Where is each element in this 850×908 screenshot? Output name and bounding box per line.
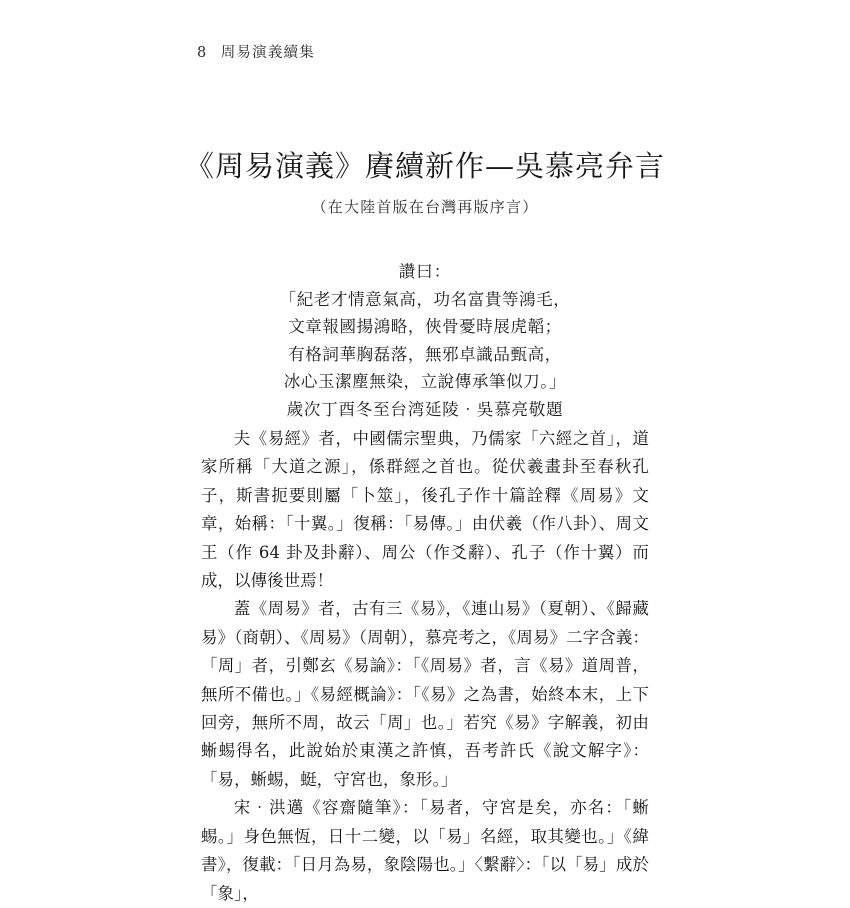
- verse-line: 有格詞華胸磊落，無邪卓識品甄高，: [288, 344, 562, 364]
- verse-lead: 讚曰：: [398, 262, 452, 281]
- body-paragraph: 夫《易經》者，中國儒宗聖典，乃儒家「六經之首」，道家所稱「大道之源」，係群經之首也。從伏羲畫卦至春秋孔子，斯書扼要則屬「卜筮」，後孔子作十篇詮釋《周易》文章，始稱：「十翼。」復稱：「易傳。」由伏羲（作八卦）、周文王（作 64 卦及卦辭）、周公（作爻辭）、孔子（作十翼）而成，以傳後世焉！: [201, 429, 649, 591]
- running-head-title: 周易演義續集: [220, 45, 315, 61]
- running-head: [197, 41, 315, 62]
- page-title: 《周易演義》賡續新作—吳慕亮弁言: [184, 149, 665, 183]
- verse-line: 「紀老才情意氣高，功名富貴等鴻毛，: [279, 289, 571, 309]
- body-paragraph: 蓋《周易》者，古有三《易》，《連山易》（夏朝）、《歸藏易》（商朝）、《周易》（周朝），慕亮考之，《周易》二字含義：「周」者，引鄭玄《易論》：「《周易》者，言《易》道周普，無所不備也。」《易經概論》：「《易》之為書，始終本末，上下回旁，無所不周，故云「周」也。」若究《易》字解義，初由蜥蜴得名，此說始於東漢之許慎，吾考許氏《說文解字》：「易，蜥蜴，蜓，守宮也，象形。」: [201, 599, 649, 789]
- verse-signature: 歲次丁酉冬至台湾延陵‧吳慕亮敬題: [286, 399, 564, 419]
- page-number: 8: [197, 45, 207, 61]
- body-text: [201, 425, 649, 908]
- body-paragraph: 宋‧洪邁《容齋隨筆》：「易者，守宮是矣，亦名：「蜥蜴。」身色無恆，日十二變，以「易」名經，取其變也。」《緯書》，復載：「日月為易，象陰陽也。」〈繫辭〉：「以「易」成於「象」，: [201, 798, 649, 903]
- verse-block: [0, 258, 850, 423]
- verse-line: 冰心玉潔塵無染，立說傳承筆似刀。」: [283, 372, 567, 391]
- page-subtitle: （在大陸首版在台灣再版序言）: [311, 198, 539, 216]
- verse-line: 文章報國揚鴻略，俠骨憂時展虎韜；: [288, 317, 562, 336]
